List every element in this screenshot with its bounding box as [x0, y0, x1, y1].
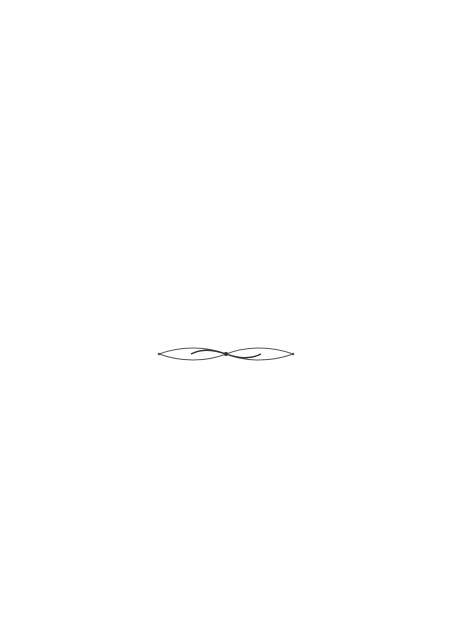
ornamental-divider: [0, 343, 452, 365]
ornament-flourish-icon: [151, 343, 301, 365]
